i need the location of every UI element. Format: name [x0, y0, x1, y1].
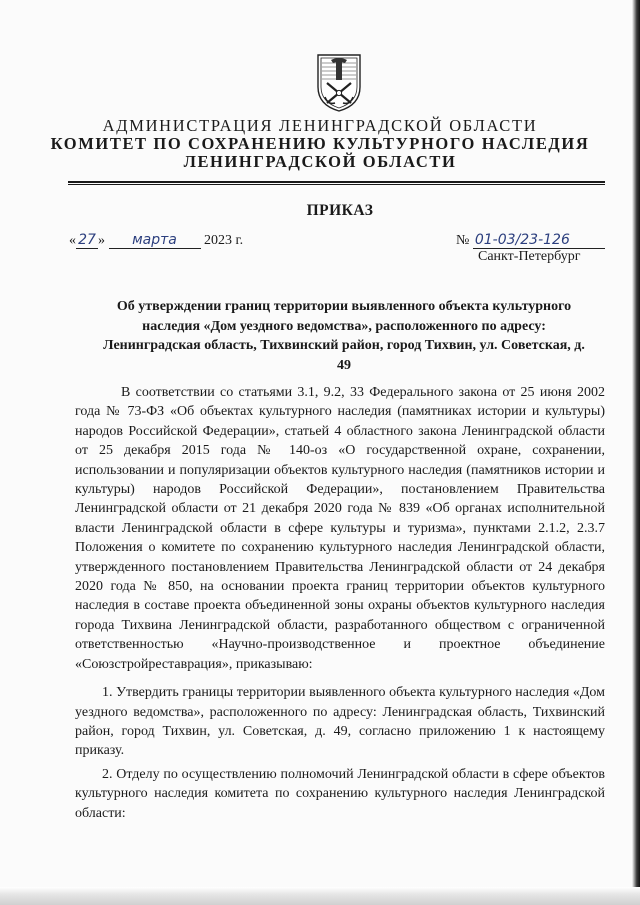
header-divider-thin: [68, 184, 605, 185]
number-handwritten: 01-03/23-126: [473, 232, 605, 249]
order-item-2: 2. Отделу по осуществлению полномочий Ленинградской области в сфере объектов культурного наследия комитета по сохранению культурного наследия Ленинградской области:: [75, 766, 605, 821]
header-divider-thick: [68, 181, 605, 183]
document-body: [75, 383, 605, 823]
document-type-title: ПРИКАЗ: [306, 202, 374, 219]
order-date: « 27 » марта 2023 г.: [69, 232, 244, 248]
order-subject: Об утверждении границ территории выявленного объекта культурного наследия «Дом уездного ведомства», расположенного по адресу: Ленинградская область, Тихвинский район, город Тихвин, ул. Советская, д. 49: [103, 299, 585, 373]
header-region: ЛЕНИНГРАДСКОЙ ОБЛАСТИ: [183, 152, 457, 171]
scan-edge-shadow: [632, 0, 640, 905]
date-day-handwritten: 27: [76, 232, 98, 249]
date-year: 2023 г.: [204, 233, 244, 248]
scan-bottom-edge: [0, 887, 640, 905]
date-month-handwritten: марта: [109, 232, 201, 249]
preamble-paragraph: В соответствии со статьями 3.1, 9.2, 33 Федерального закона от 25 июня 2002 года № 73-ФЗ «Об объектах культурного наследия (памятниках истории и культуры) народов Российской Федерации», статьей 4 областного закона Ленинградской области от 25 декабря 2015 года № 140-оз «О государственной охране, сохранении, использовании и популяризации объектов культурного наследия (памятников истории и культуры) народов Российской Федерации», постановлением Правительства Ленинградской области от 21 декабря 2020 года № 839 «Об органах исполнительной власти Ленинградской области в сфере культуры и туризма», пунктами 2.1.2, 2.3.7 Положения о комитете по сохранению культурного наследия Ленинградской области, утвержденного постановлением Правительства Ленинградской области от 24 декабря 2020 года № 850, на основании проекта границ территории объектов культурного наследия в составе проекта объединенной зоны охраны объектов культурного наследия города Тихвина Ленинградской области, разработанного обществом с ограниченной ответственностью «Научно-производственное и проектное объединение «Союзстройреставрация», приказываю:: [75, 385, 605, 672]
order-number: [456, 232, 605, 249]
header-administration: АДМИНИСТРАЦИЯ ЛЕНИНГРАДСКОЙ ОБЛАСТИ: [102, 116, 538, 135]
header-committee: КОМИТЕТ ПО СОХРАНЕНИЮ КУЛЬТУРНОГО НАСЛЕДИЯ: [50, 134, 590, 153]
leningrad-oblast-coat-of-arms-icon: [315, 53, 363, 113]
order-item-1: 1. Утвердить границы территории выявленного объекта культурного наследия «Дом уездного ведомства», расположенного по адресу: Ленинградская область, Тихвинский район, город Тихвин, ул. Советская, д. 49, согласно приложению 1 к настоящему приказу.: [75, 685, 605, 759]
city-label: Санкт-Петербург: [478, 249, 581, 264]
number-label: №: [456, 233, 470, 248]
